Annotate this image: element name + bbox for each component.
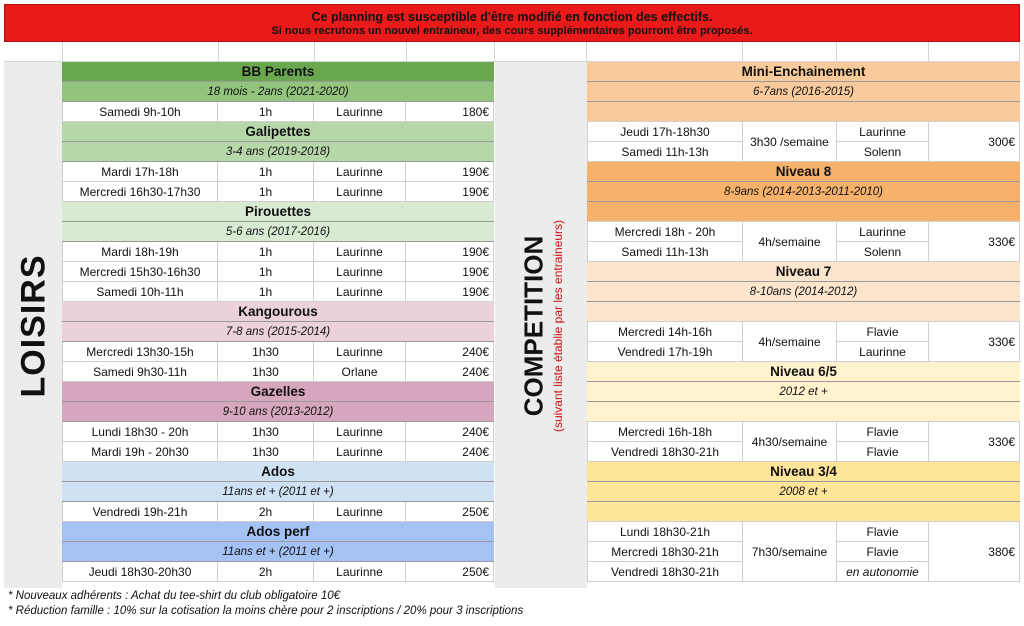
session-time: Mercredi 13h30-15h	[62, 342, 218, 362]
session-time: Samedi 11h-13h	[587, 142, 743, 162]
session-time: Mercredi 14h-16h	[587, 322, 743, 342]
session-time: Lundi 18h30-21h	[587, 522, 743, 542]
spacer-row	[4, 42, 1020, 62]
session-coach: en autonomie	[837, 562, 929, 582]
session-time: Mardi 19h - 20h30	[62, 442, 218, 462]
loisirs-session-row	[62, 562, 494, 582]
banner-line-1: Ce planning est susceptible d'être modifié en fonction des effectifs.	[311, 10, 713, 24]
loisirs-group-header: Galipettes	[62, 122, 494, 142]
session-price: 190€	[406, 182, 494, 202]
session-price: 190€	[406, 242, 494, 262]
competition-spacer	[587, 202, 1020, 222]
competition-spacer	[587, 302, 1020, 322]
session-time: Mercredi 16h-18h	[587, 422, 743, 442]
session-time: Vendredi 17h-19h	[587, 342, 743, 362]
session-time: Mardi 17h-18h	[62, 162, 218, 182]
loisirs-group-age: 11ans et + (2011 et +)	[62, 542, 494, 562]
session-coach: Laurinne	[837, 342, 929, 362]
loisirs-group-header: Pirouettes	[62, 202, 494, 222]
session-duration: 7h30/semaine	[743, 522, 837, 582]
session-duration: 1h30	[218, 422, 314, 442]
loisirs-session-row	[62, 502, 494, 522]
competition-group-header: Mini-Enchainement	[587, 62, 1020, 82]
loisirs-group-age: 11ans et + (2011 et +)	[62, 482, 494, 502]
loisirs-group-header: Ados	[62, 462, 494, 482]
loisirs-session-row	[62, 342, 494, 362]
session-time: Vendredi 19h-21h	[62, 502, 218, 522]
competition-group-age: 6-7ans (2016-2015)	[587, 82, 1020, 102]
session-time: Jeudi 17h-18h30	[587, 122, 743, 142]
session-duration: 1h30	[218, 362, 314, 382]
competition-group-age: 2008 et +	[587, 482, 1020, 502]
note-family-discount: * Réduction famille : 10% sur la cotisation la moins chère pour 2 inscriptions / 20% pour 3 inscriptions	[8, 605, 524, 617]
session-duration: 1h30	[218, 342, 314, 362]
session-coach: Laurinne	[314, 282, 406, 302]
session-duration: 4h/semaine	[743, 222, 837, 262]
session-duration: 1h	[218, 282, 314, 302]
competition-group-age: 2012 et +	[587, 382, 1020, 402]
loisirs-session-row	[62, 422, 494, 442]
session-coach: Laurinne	[314, 102, 406, 122]
loisirs-title: LOISIRS	[14, 254, 53, 398]
session-coach: Orlane	[314, 362, 406, 382]
loisirs-group-age: 3-4 ans (2019-2018)	[62, 142, 494, 162]
competition-group-header: Niveau 7	[587, 262, 1020, 282]
loisirs-session-row	[62, 182, 494, 202]
session-coach: Laurinne	[314, 502, 406, 522]
session-coach: Flavie	[837, 542, 929, 562]
loisirs-group-age: 7-8 ans (2015-2014)	[62, 322, 494, 342]
session-price: 240€	[406, 342, 494, 362]
session-coach: Laurinne	[314, 162, 406, 182]
competition-group-header: Niveau 3/4	[587, 462, 1020, 482]
session-time: Mercredi 15h30-16h30	[62, 262, 218, 282]
loisirs-group-age: 9-10 ans (2013-2012)	[62, 402, 494, 422]
competition-group-age: 8-9ans (2014-2013-2011-2010)	[587, 182, 1020, 202]
session-duration: 1h30	[218, 442, 314, 462]
session-price: 380€	[929, 522, 1020, 582]
loisirs-group-header: Gazelles	[62, 382, 494, 402]
session-duration: 2h	[218, 502, 314, 522]
loisirs-group-header: Ados perf	[62, 522, 494, 542]
session-price: 190€	[406, 162, 494, 182]
loisirs-session-row	[62, 242, 494, 262]
competition-group-header: Niveau 8	[587, 162, 1020, 182]
loisirs-group-header: Kangourous	[62, 302, 494, 322]
session-time: Mercredi 18h30-21h	[587, 542, 743, 562]
session-coach: Laurinne	[837, 222, 929, 242]
loisirs-session-row	[62, 362, 494, 382]
session-time: Mercredi 16h30-17h30	[62, 182, 218, 202]
session-price: 240€	[406, 442, 494, 462]
session-duration: 1h	[218, 102, 314, 122]
session-coach: Flavie	[837, 422, 929, 442]
session-price: 240€	[406, 362, 494, 382]
session-price: 190€	[406, 262, 494, 282]
session-price: 250€	[406, 562, 494, 582]
banner-line-2: Si nous recrutons un nouvel entraineur, des cours supplémentaires pourront être proposés.	[271, 25, 753, 37]
session-coach: Flavie	[837, 322, 929, 342]
session-coach: Laurinne	[314, 422, 406, 442]
warning-banner	[4, 4, 1020, 42]
session-price: 190€	[406, 282, 494, 302]
competition-group-age: 8-10ans (2014-2012)	[587, 282, 1020, 302]
competition-spacer	[587, 102, 1020, 122]
loisirs-group-header: BB Parents	[62, 62, 494, 82]
loisirs-session-row	[62, 282, 494, 302]
session-duration: 4h/semaine	[743, 322, 837, 362]
session-duration: 2h	[218, 562, 314, 582]
session-duration: 1h	[218, 182, 314, 202]
session-time: Samedi 9h30-11h	[62, 362, 218, 382]
session-duration: 3h30 /semaine	[743, 122, 837, 162]
loisirs-session-row	[62, 442, 494, 462]
session-time: Mardi 18h-19h	[62, 242, 218, 262]
note-new-members: * Nouveaux adhérents : Achat du tee-shirt du club obligatoire 10€	[8, 590, 341, 602]
session-time: Jeudi 18h30-20h30	[62, 562, 218, 582]
session-price: 330€	[929, 322, 1020, 362]
session-duration: 4h30/semaine	[743, 422, 837, 462]
session-coach: Laurinne	[314, 342, 406, 362]
loisirs-session-row	[62, 262, 494, 282]
loisirs-session-row	[62, 102, 494, 122]
session-price: 250€	[406, 502, 494, 522]
competition-subtitle: (suivant liste établie par les entraineurs)	[551, 219, 565, 433]
competition-spacer	[587, 402, 1020, 422]
session-duration: 1h	[218, 242, 314, 262]
session-duration: 1h	[218, 262, 314, 282]
session-time: Lundi 18h30 - 20h	[62, 422, 218, 442]
session-time: Samedi 10h-11h	[62, 282, 218, 302]
session-duration: 1h	[218, 162, 314, 182]
session-price: 240€	[406, 422, 494, 442]
session-coach: Solenn	[837, 242, 929, 262]
session-price: 300€	[929, 122, 1020, 162]
session-coach: Laurinne	[314, 562, 406, 582]
session-time: Vendredi 18h30-21h	[587, 562, 743, 582]
loisirs-session-row	[62, 162, 494, 182]
session-price: 330€	[929, 222, 1020, 262]
session-price: 330€	[929, 422, 1020, 462]
session-price: 180€	[406, 102, 494, 122]
session-time: Samedi 11h-13h	[587, 242, 743, 262]
loisirs-group-age: 18 mois - 2ans (2021-2020)	[62, 82, 494, 102]
session-coach: Flavie	[837, 442, 929, 462]
session-coach: Solenn	[837, 142, 929, 162]
session-time: Samedi 9h-10h	[62, 102, 218, 122]
competition-spacer	[587, 502, 1020, 522]
session-time: Vendredi 18h30-21h	[587, 442, 743, 462]
session-coach: Laurinne	[314, 442, 406, 462]
session-coach: Laurinne	[314, 242, 406, 262]
session-coach: Flavie	[837, 522, 929, 542]
session-coach: Laurinne	[837, 122, 929, 142]
session-coach: Laurinne	[314, 262, 406, 282]
competition-group-header: Niveau 6/5	[587, 362, 1020, 382]
session-coach: Laurinne	[314, 182, 406, 202]
competition-title: COMPETITION	[518, 235, 549, 417]
loisirs-group-age: 5-6 ans (2017-2016)	[62, 222, 494, 242]
session-time: Mercredi 18h - 20h	[587, 222, 743, 242]
